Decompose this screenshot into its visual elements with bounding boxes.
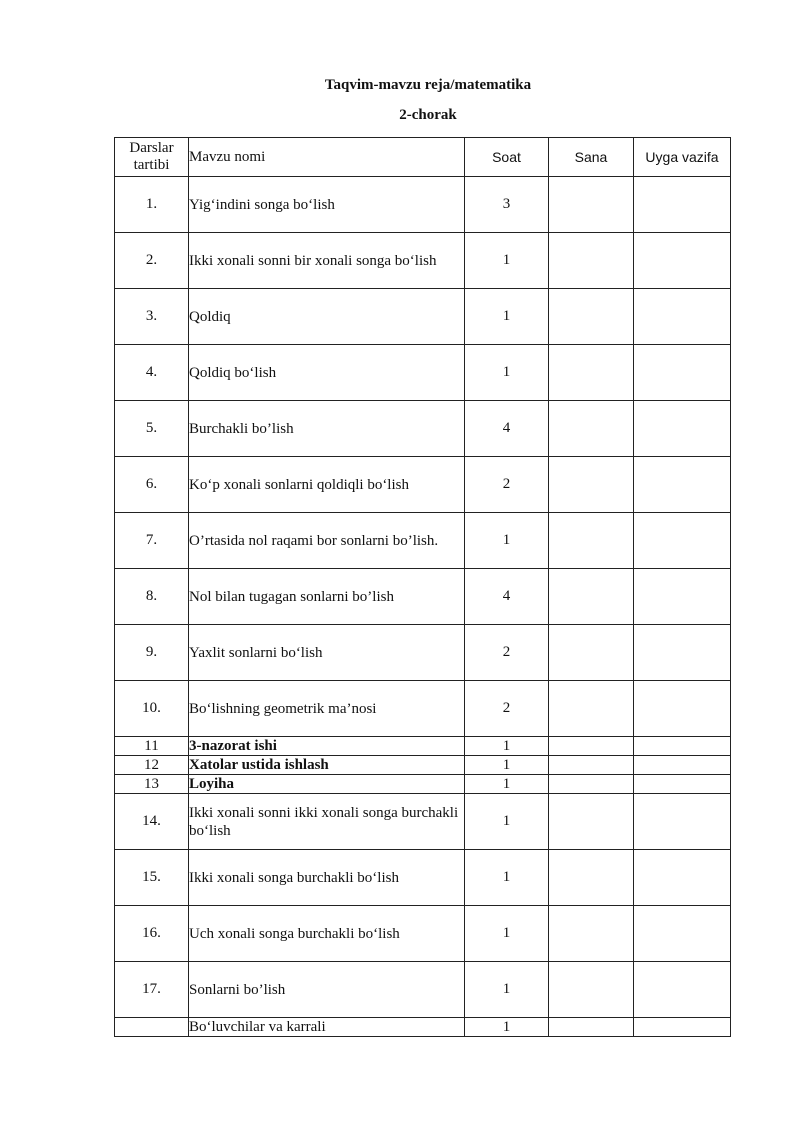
row-topic-cell: Ikki xonali sonni ikki xonali songa burchakli bo‘lish (189, 794, 465, 850)
document-title: Taqvim-mavzu reja/matematika (324, 77, 532, 93)
row-topic-cell: Yaxlit sonlarni bo‘lish (189, 625, 465, 681)
row-topic-cell: Xatolar ustida ishlash (189, 756, 465, 775)
table-header-row (115, 138, 731, 177)
row-date-cell (549, 569, 634, 625)
row-topic-cell: Burchakli bo’lish (189, 401, 465, 457)
row-number-cell: 8. (115, 569, 189, 625)
row-hours-cell: 1 (465, 906, 549, 962)
header-lesson-order: Darslar tartibi (115, 138, 189, 177)
lesson-plan-table (114, 137, 731, 1037)
row-number-cell (115, 1018, 189, 1037)
row-hours-cell: 1 (465, 233, 549, 289)
table-row (115, 1018, 731, 1037)
row-date-cell (549, 233, 634, 289)
row-hours-cell: 1 (465, 756, 549, 775)
row-number-cell: 15. (115, 850, 189, 906)
row-topic-cell: O’rtasida nol raqami bor sonlarni bo’lish. (189, 513, 465, 569)
row-hours-cell: 4 (465, 401, 549, 457)
row-date-cell (549, 962, 634, 1018)
table-row (115, 794, 731, 850)
row-date-cell (549, 177, 634, 233)
row-hours-cell: 1 (465, 737, 549, 756)
table-row (115, 289, 731, 345)
table-row (115, 233, 731, 289)
row-homework-cell (634, 289, 731, 345)
header-topic-name: Mavzu nomi (189, 138, 465, 177)
row-topic-cell: Loyiha (189, 775, 465, 794)
row-number-cell: 10. (115, 681, 189, 737)
row-date-cell (549, 737, 634, 756)
row-homework-cell (634, 737, 731, 756)
row-number-cell: 2. (115, 233, 189, 289)
table-row (115, 457, 731, 513)
row-hours-cell: 1 (465, 1018, 549, 1037)
row-homework-cell (634, 756, 731, 775)
row-hours-cell: 1 (465, 850, 549, 906)
header-date: Sana (549, 138, 634, 177)
row-homework-cell (634, 177, 731, 233)
table-row (115, 345, 731, 401)
row-homework-cell (634, 962, 731, 1018)
row-date-cell (549, 513, 634, 569)
row-homework-cell (634, 513, 731, 569)
row-hours-cell: 1 (465, 962, 549, 1018)
row-hours-cell: 1 (465, 775, 549, 794)
row-topic-cell: Uch xonali songa burchakli bo‘lish (189, 906, 465, 962)
row-number-cell: 7. (115, 513, 189, 569)
row-number-cell: 13 (115, 775, 189, 794)
row-hours-cell: 1 (465, 289, 549, 345)
row-topic-cell: Qoldiq (189, 289, 465, 345)
row-date-cell (549, 775, 634, 794)
row-hours-cell: 1 (465, 345, 549, 401)
row-homework-cell (634, 906, 731, 962)
table-row (115, 737, 731, 756)
table-row (115, 401, 731, 457)
row-topic-cell: Qoldiq bo‘lish (189, 345, 465, 401)
row-number-cell: 1. (115, 177, 189, 233)
table-row (115, 962, 731, 1018)
row-date-cell (549, 794, 634, 850)
document-subtitle: 2-chorak (399, 107, 457, 123)
row-date-cell (549, 345, 634, 401)
row-date-cell (549, 289, 634, 345)
row-number-cell: 12 (115, 756, 189, 775)
row-topic-cell: Bo‘lishning geometrik ma’nosi (189, 681, 465, 737)
table-row (115, 513, 731, 569)
row-hours-cell: 1 (465, 513, 549, 569)
table-row (115, 850, 731, 906)
row-homework-cell (634, 569, 731, 625)
row-homework-cell (634, 775, 731, 794)
row-number-cell: 4. (115, 345, 189, 401)
row-number-cell: 5. (115, 401, 189, 457)
row-topic-cell: Ko‘p xonali sonlarni qoldiqli bo‘lish (189, 457, 465, 513)
row-homework-cell (634, 794, 731, 850)
row-hours-cell: 4 (465, 569, 549, 625)
row-homework-cell (634, 457, 731, 513)
row-homework-cell (634, 1018, 731, 1037)
header-hours: Soat (465, 138, 549, 177)
row-topic-cell: Bo‘luvchilar va karrali (189, 1018, 465, 1037)
row-date-cell (549, 850, 634, 906)
row-topic-cell: Sonlarni bo’lish (189, 962, 465, 1018)
row-number-cell: 3. (115, 289, 189, 345)
row-number-cell: 9. (115, 625, 189, 681)
header-homework: Uyga vazifa (634, 138, 731, 177)
row-homework-cell (634, 625, 731, 681)
row-date-cell (549, 681, 634, 737)
table-row (115, 569, 731, 625)
row-homework-cell (634, 850, 731, 906)
row-topic-cell: 3-nazorat ishi (189, 737, 465, 756)
table-row (115, 906, 731, 962)
table-row (115, 625, 731, 681)
row-hours-cell: 2 (465, 457, 549, 513)
row-topic-cell: Ikki xonali songa burchakli bo‘lish (189, 850, 465, 906)
row-date-cell (549, 457, 634, 513)
row-date-cell (549, 1018, 634, 1037)
row-number-cell: 11 (115, 737, 189, 756)
table-body (115, 177, 731, 1037)
row-topic-cell: Nol bilan tugagan sonlarni bo’lish (189, 569, 465, 625)
row-hours-cell: 2 (465, 681, 549, 737)
row-homework-cell (634, 345, 731, 401)
row-topic-cell: Yig‘indini songa bo‘lish (189, 177, 465, 233)
row-homework-cell (634, 681, 731, 737)
row-number-cell: 14. (115, 794, 189, 850)
row-date-cell (549, 625, 634, 681)
row-homework-cell (634, 233, 731, 289)
row-hours-cell: 2 (465, 625, 549, 681)
row-hours-cell: 3 (465, 177, 549, 233)
row-hours-cell: 1 (465, 794, 549, 850)
table-row (115, 756, 731, 775)
table-row (115, 177, 731, 233)
row-date-cell (549, 401, 634, 457)
table-row (115, 681, 731, 737)
row-number-cell: 16. (115, 906, 189, 962)
row-number-cell: 6. (115, 457, 189, 513)
table-row (115, 775, 731, 794)
row-date-cell (549, 906, 634, 962)
row-topic-cell: Ikki xonali sonni bir xonali songa bo‘lish (189, 233, 465, 289)
row-number-cell: 17. (115, 962, 189, 1018)
row-homework-cell (634, 401, 731, 457)
row-date-cell (549, 756, 634, 775)
